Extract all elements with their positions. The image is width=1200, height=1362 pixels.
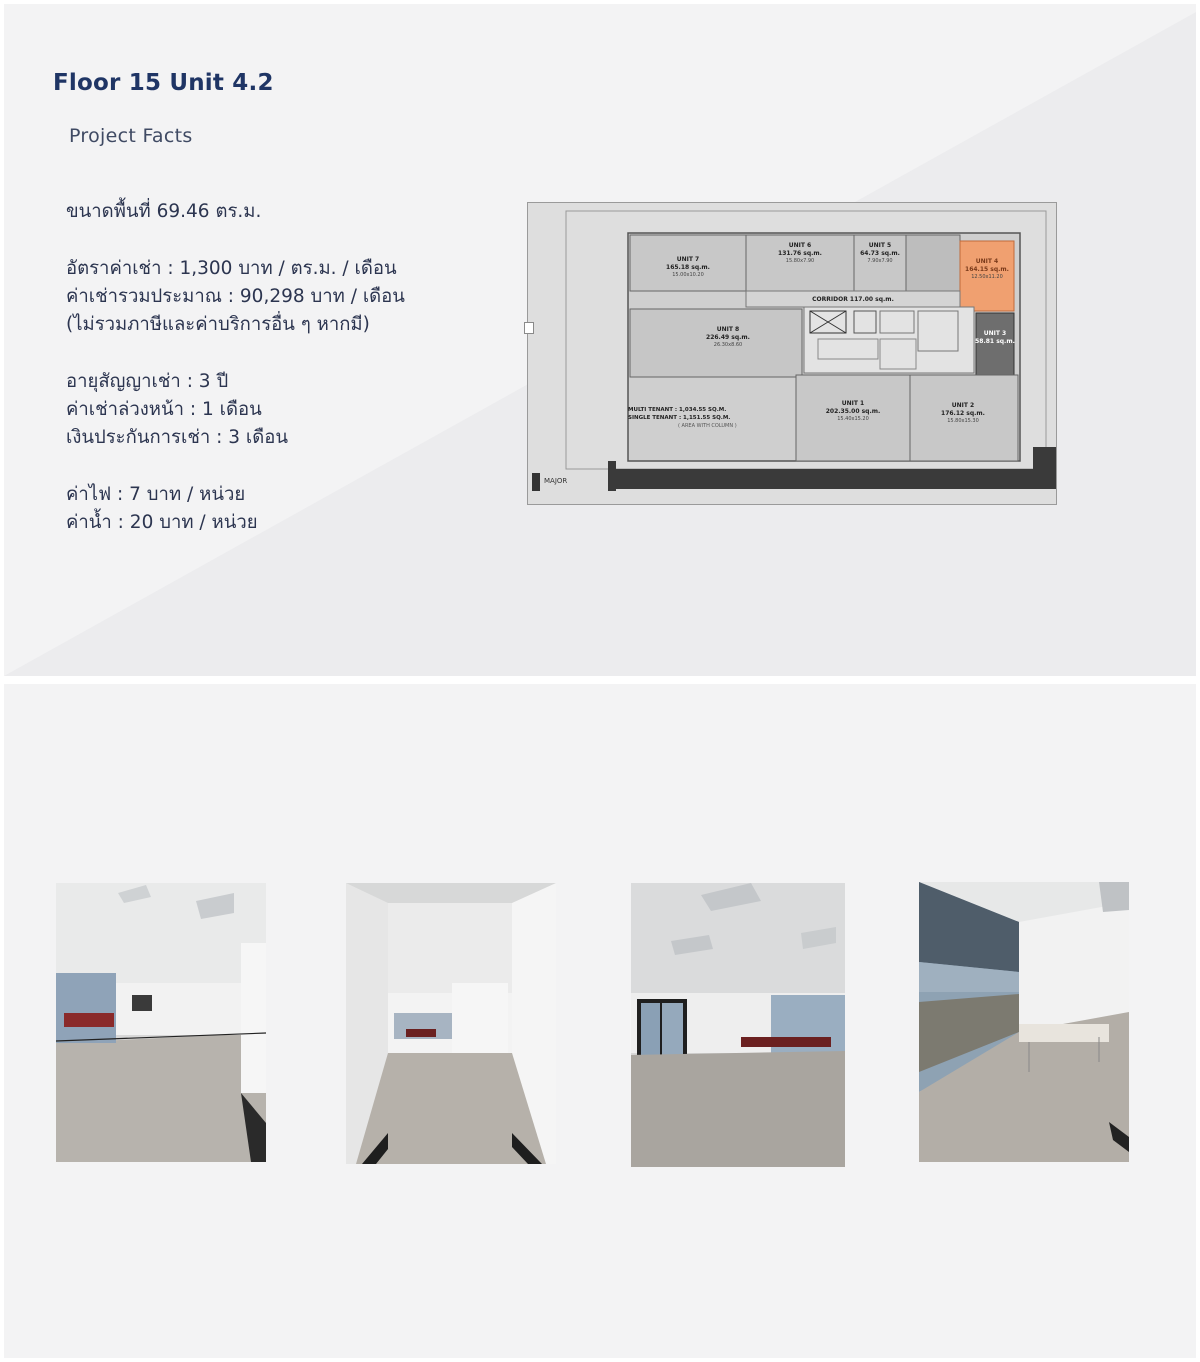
unit-3-label: UNIT 3 [983,330,1007,337]
unit-5-dims: 7.90x7.90 [867,258,893,264]
corridor-label: CORRIDOR 117.00 sq.m. [812,296,894,303]
unit-4-area: 164.15 sq.m. [965,266,1009,273]
unit-1-area: 202.35.00 sq.m. [825,408,881,415]
fact-area: ขนาดพื้นที่ 69.46 ตร.ม. [66,201,262,222]
unit-7-dims: 15.00x10.20 [672,272,704,278]
fact-advance: ค่าเช่าล่วงหน้า : 1 เดือน [66,399,262,421]
fact-rent-rate: อัตราค่าเช่า : 1,300 บาท / ตร.ม. / เดือน [66,257,397,279]
area-note: ( AREA WITH COLUMN ) [678,423,737,429]
fact-deposit: เงินประกันการเช่า : 3 เดือน [66,427,288,449]
fact-electricity: ค่าไฟ : 7 บาท / หน่วย [66,483,246,505]
office-photo-4[interactable] [919,882,1129,1162]
unit-6-dims: 15.80x7.90 [785,258,815,264]
unit-7-label: UNIT 7 [676,256,700,263]
unit-5-label: UNIT 5 [868,242,892,249]
unit-4-dims: 12.50x11.20 [971,274,1003,280]
major-logo: MAJOR [544,477,568,485]
fact-water: ค่าน้ำ : 20 บาท / หน่วย [66,512,258,534]
unit-1-dims: 15.40x15.20 [837,416,869,422]
unit-4-label: UNIT 4 [975,258,999,265]
multi-tenant-label: MULTI TENANT : 1,034.55 SQ.M. [628,407,727,413]
fact-exclusion: (ไม่รวมภาษีและค่าบริการอื่น ๆ หากมี) [66,314,370,336]
unit-8-dims: 26.30x8.60 [713,342,743,348]
unit-8-area: 226.49 sq.m. [706,334,750,341]
fact-total-rent: ค่าเช่ารวมประมาณ : 90,298 บาท / เดือน [66,285,405,307]
unit-8-label: UNIT 8 [716,326,740,333]
section-subtitle: Project Facts [69,125,193,147]
office-photo-1[interactable] [56,883,266,1162]
unit-2-dims: 15.80x15.30 [947,418,979,424]
office-photo-2[interactable] [346,883,556,1164]
floor-plan[interactable] [527,202,1057,505]
unit-2-label: UNIT 2 [951,402,975,409]
office-photo-3[interactable] [631,883,845,1167]
resize-handle[interactable] [524,322,534,334]
unit-1-label: UNIT 1 [841,400,865,407]
unit-5-area: 64.73 sq.m. [860,250,900,257]
page-title: Floor 15 Unit 4.2 [53,70,274,96]
fact-lease-term: อายุสัญญาเช่า : 3 ปี [66,370,229,392]
unit-3-area: 58.81 sq.m. [975,338,1015,345]
unit-7-area: 165.18 sq.m. [666,264,710,271]
unit-2-area: 176.12 sq.m. [941,410,985,417]
facts-list [66,198,496,538]
unit-6-label: UNIT 6 [788,242,812,249]
unit-6-area: 131.76 sq.m. [778,250,822,257]
single-tenant-label: SINGLE TENANT : 1,151.55 SQ.M. [628,415,731,421]
